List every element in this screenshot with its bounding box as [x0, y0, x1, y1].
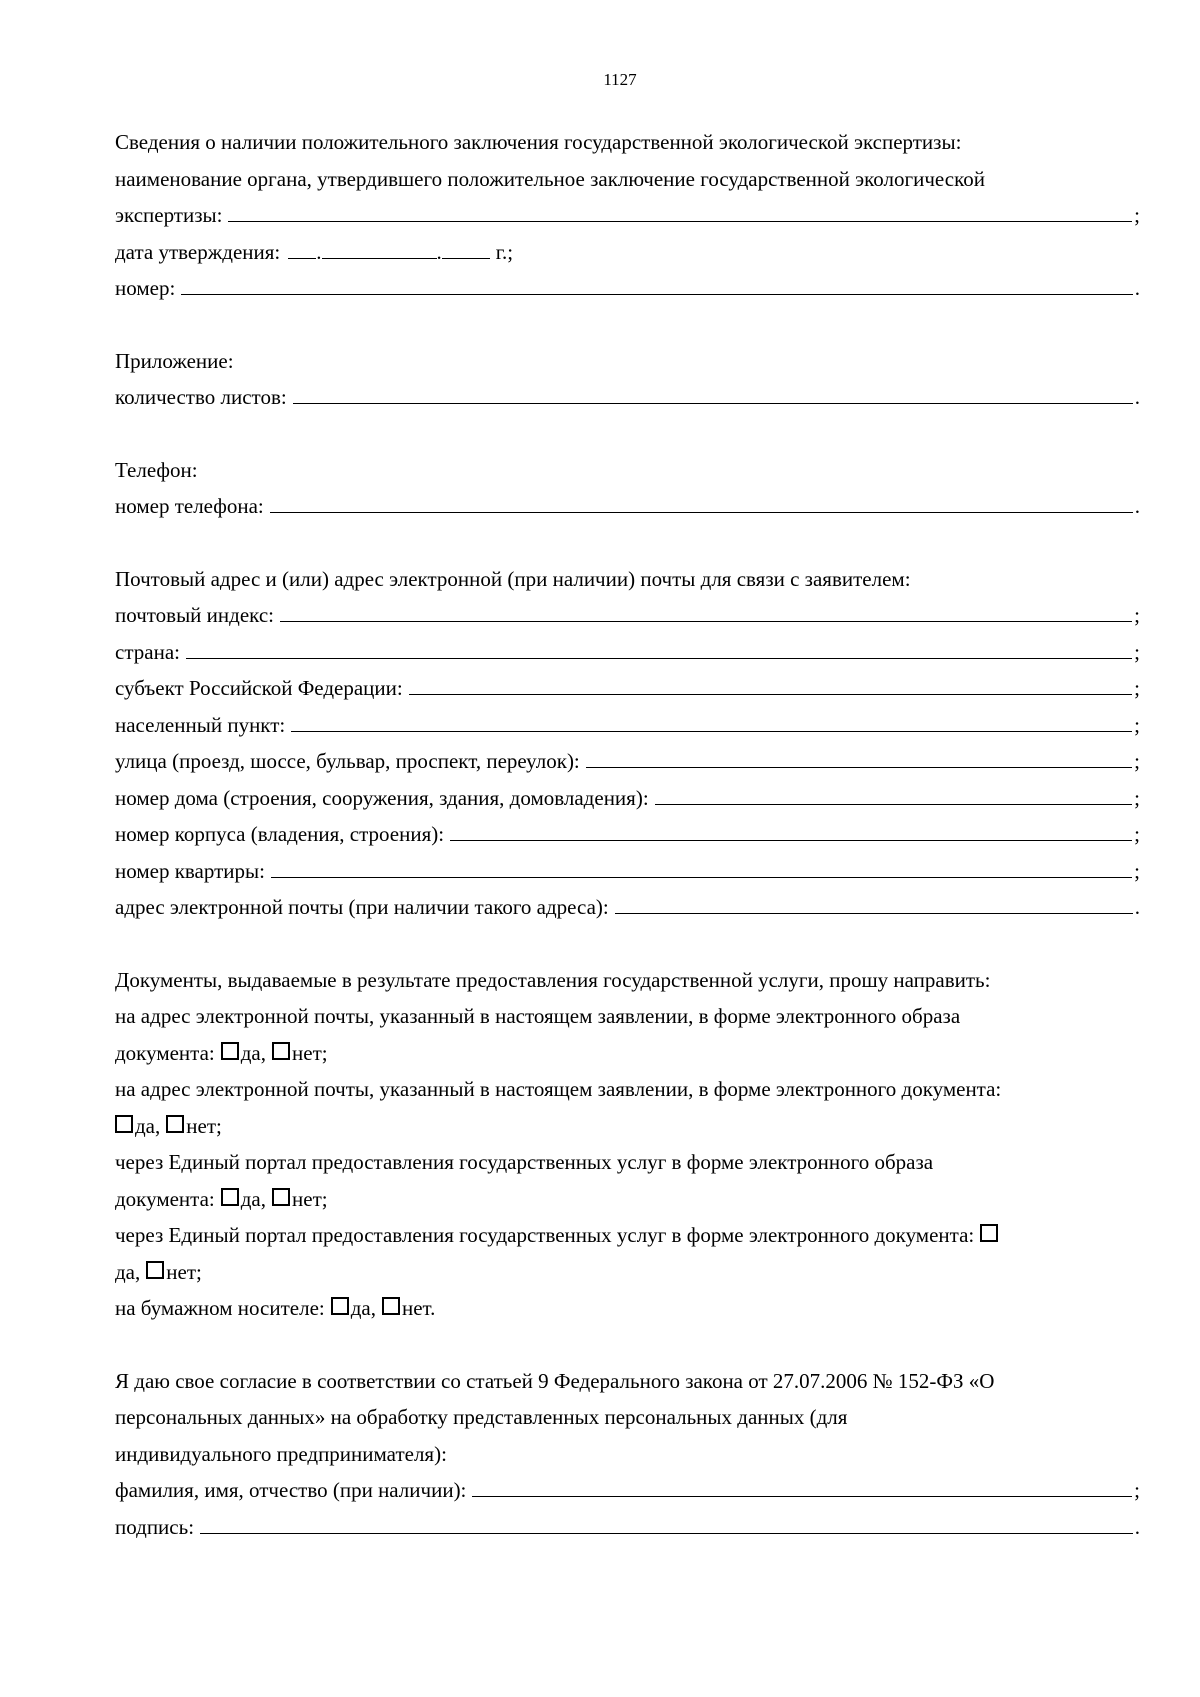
end-punct: . [1134, 1514, 1140, 1539]
date-day-input[interactable] [288, 236, 316, 259]
end-punct: ; [1134, 603, 1140, 627]
delivery-option-3-text [115, 1144, 1140, 1181]
end-punct: ; [1134, 785, 1140, 810]
end-punct: ; [1134, 676, 1140, 700]
address-field-label: адрес электронной почты (при наличии такого адреса): [115, 895, 609, 919]
authority-field [115, 197, 1140, 234]
full-name-field [115, 1472, 1140, 1509]
locality-input-line[interactable] [291, 709, 1132, 732]
sheets-count-label: количество листов: [115, 385, 287, 409]
end-punct: ; [1134, 822, 1140, 846]
house-input-line[interactable] [655, 782, 1133, 805]
authority-label-line [115, 161, 1140, 198]
date-separator: . [436, 239, 442, 264]
address-field-label: почтовый индекс: [115, 603, 274, 627]
spacer [115, 1327, 1140, 1363]
spacer [115, 525, 1140, 561]
attachment-header-text: Приложение: [115, 348, 234, 373]
delivery-option-label: документа: [115, 1186, 215, 1211]
consent-line-3 [115, 1436, 1140, 1473]
address-field-email [115, 889, 1140, 926]
delivery-option-label: на адрес электронной почты, указанный в настоящем заявлении, в форме электронного документа: [115, 1077, 1002, 1101]
delivery-option-label: через Единый портал предоставления государственных услуг в форме электронного документа: [115, 1223, 975, 1247]
checkbox-yes[interactable] [115, 1115, 133, 1133]
yes-label: да, [240, 1186, 267, 1211]
checkbox-no[interactable] [272, 1188, 290, 1206]
email-input-line[interactable] [615, 891, 1133, 914]
checkbox-yes[interactable] [980, 1224, 998, 1242]
end-punct: ; [1134, 858, 1140, 883]
expertise-header-text: Сведения о наличии положительного заключения государственной экологической экспертизы: [115, 130, 962, 154]
attachment-header [115, 343, 1140, 380]
checkbox-yes[interactable] [221, 1042, 239, 1060]
delivery-option-2-text [115, 1071, 1140, 1108]
address-field-region [115, 670, 1140, 707]
address-field-label: номер корпуса (владения, строения): [115, 822, 445, 846]
country-input-line[interactable] [186, 636, 1132, 659]
checkbox-no[interactable] [382, 1297, 400, 1315]
delivery-option-label: документа: [115, 1040, 215, 1065]
expertise-number-label: номер: [115, 276, 176, 300]
address-field-building [115, 816, 1140, 853]
no-label: нет; [292, 1186, 328, 1211]
spacer [115, 926, 1140, 962]
date-year-input[interactable] [442, 236, 490, 259]
address-field-label: номер квартиры: [115, 858, 265, 883]
approval-date-label: дата утверждения: [115, 239, 281, 264]
delivery-option-4-text [115, 1217, 1140, 1254]
address-field-postcode [115, 597, 1140, 634]
delivery-header [115, 962, 1140, 999]
address-field-label: страна: [115, 639, 180, 664]
address-field-country [115, 634, 1140, 671]
postcode-input-line[interactable] [280, 599, 1132, 622]
address-field-street [115, 743, 1140, 780]
address-field-label: субъект Российской Федерации: [115, 676, 403, 700]
no-label: нет; [292, 1040, 328, 1065]
delivery-option-label: на бумажном носителе: [115, 1296, 325, 1320]
end-punct: . [1134, 895, 1140, 919]
no-label: нет; [186, 1113, 222, 1138]
consent-text: Я даю свое согласие в соответствии со статьей 9 Федерального закона от 27.07.2006 № 152-ФЗ «О [115, 1368, 995, 1393]
consent-line-1 [115, 1363, 1140, 1400]
region-input-line[interactable] [409, 672, 1132, 695]
delivery-option-label: через Единый портал предоставления государственных услуг в форме электронного образа [115, 1150, 934, 1174]
delivery-option-4-choices [115, 1254, 1140, 1291]
address-field-locality [115, 707, 1140, 744]
address-field-label: номер дома (строения, сооружения, здания, домовладения): [115, 785, 649, 810]
address-field-apartment [115, 853, 1140, 890]
address-field-label: населенный пункт: [115, 712, 286, 737]
delivery-option-1-text [115, 998, 1140, 1035]
date-separator: . [316, 239, 322, 264]
expertise-number-input-line[interactable] [181, 272, 1132, 295]
street-input-line[interactable] [586, 745, 1132, 768]
application-form [115, 124, 1140, 1545]
approval-date-field [115, 234, 1140, 271]
date-month-input[interactable] [322, 236, 437, 259]
address-header-text: Почтовый адрес и (или) адрес электронной (при наличии) почты для связи с заявителем: [115, 566, 911, 591]
consent-text: персональных данных» на обработку представленных персональных данных (для [115, 1405, 848, 1429]
authority-label-cont: экспертизы: [115, 203, 223, 227]
address-field-house [115, 780, 1140, 817]
no-label: нет. [402, 1296, 436, 1320]
page-number: 1127 [603, 70, 637, 89]
address-field-label: улица (проезд, шоссе, бульвар, проспект, переулок): [115, 749, 580, 773]
checkbox-no[interactable] [166, 1115, 184, 1133]
phone-header-text: Телефон: [115, 457, 198, 482]
authority-input-line[interactable] [228, 199, 1132, 222]
phone-number-field [115, 488, 1140, 525]
checkbox-no[interactable] [146, 1261, 164, 1279]
address-header [115, 561, 1140, 598]
spacer [115, 416, 1140, 452]
building-input-line[interactable] [450, 818, 1132, 841]
expertise-number-field [115, 270, 1140, 307]
checkbox-yes[interactable] [221, 1188, 239, 1206]
signature-field [115, 1509, 1140, 1546]
signature-input-line[interactable] [200, 1511, 1133, 1534]
delivery-option-1-choices [115, 1035, 1140, 1072]
phone-number-input-line[interactable] [270, 490, 1133, 513]
sheets-count-field [115, 379, 1140, 416]
end-punct: ; [1134, 639, 1140, 664]
end-punct: ; [1134, 1478, 1140, 1502]
delivery-header-text: Документы, выдаваемые в результате предоставления государственной услуги, прошу направить: [115, 967, 991, 992]
delivery-option-2-choices [115, 1108, 1140, 1145]
phone-number-label: номер телефона: [115, 494, 264, 518]
end-punct: ; [1134, 203, 1140, 227]
sheets-count-input-line[interactable] [293, 381, 1133, 404]
consent-line-2 [115, 1399, 1140, 1436]
full-name-label: фамилия, имя, отчество (при наличии): [115, 1478, 467, 1502]
authority-label-text: наименование органа, утвердившего положительное заключение государственной экологической [115, 166, 985, 191]
no-label: нет; [166, 1259, 202, 1284]
signature-label: подпись: [115, 1514, 195, 1539]
end-punct: . [1134, 385, 1140, 409]
apartment-input-line[interactable] [271, 855, 1132, 878]
phone-header [115, 452, 1140, 489]
spacer [115, 307, 1140, 343]
end-punct: ; [1134, 749, 1140, 773]
yes-label: да, [135, 1113, 161, 1138]
yes-label: да, [350, 1296, 376, 1320]
expertise-header [115, 124, 1140, 161]
full-name-input-line[interactable] [472, 1474, 1132, 1497]
consent-text: индивидуального предпринимателя): [115, 1441, 447, 1466]
delivery-option-3-choices [115, 1181, 1140, 1218]
yes-label: да, [240, 1040, 267, 1065]
yes-label: да, [115, 1259, 141, 1284]
checkbox-no[interactable] [272, 1042, 290, 1060]
end-punct: . [1134, 276, 1140, 300]
end-punct: . [1134, 494, 1140, 518]
checkbox-yes[interactable] [331, 1297, 349, 1315]
delivery-option-label: на адрес электронной почты, указанный в настоящем заявлении, в форме электронного образа [115, 1004, 961, 1028]
end-punct: ; [1134, 712, 1140, 737]
delivery-option-5 [115, 1290, 1140, 1327]
date-suffix: г.; [495, 239, 514, 264]
